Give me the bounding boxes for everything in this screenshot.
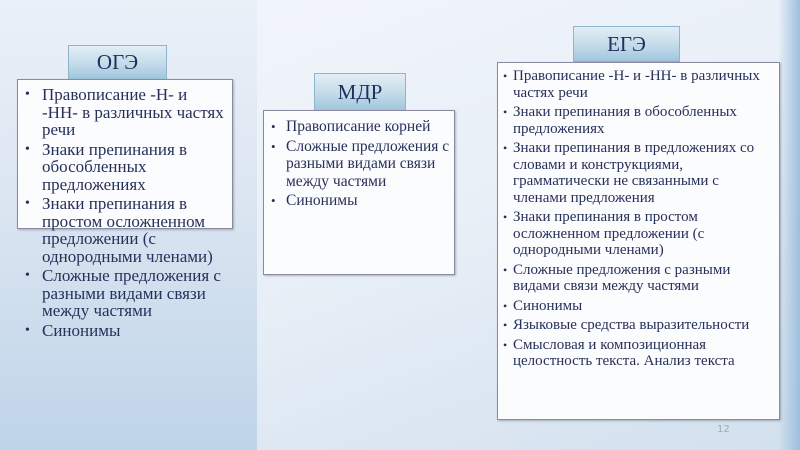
oge-header — [68, 45, 167, 80]
mdr-topic-list — [264, 111, 454, 210]
mdr-topic-list-box — [263, 110, 455, 275]
ege-header — [573, 26, 680, 62]
ege-title: ЕГЭ — [607, 31, 646, 56]
mdr-topic-item: • Сложные предложения с разными видами связи между частями — [286, 138, 450, 191]
ege-topic-item: • Правописание -Н- и -НН- в различных частях речи — [513, 68, 775, 101]
oge-topic-item: • Сложные предложения с разными видами связи между частями — [42, 267, 226, 320]
oge-title: ОГЭ — [96, 50, 139, 74]
slide-page-number: 12 — [717, 424, 730, 435]
ege-topic-item: • Сложные предложения с разными видами связи между частями — [513, 262, 775, 295]
oge-topic-item: • Правописание -Н- и -НН- в различных частях речи — [42, 86, 226, 139]
mdr-title: МДР — [337, 79, 383, 104]
background-right-edge — [778, 0, 800, 450]
mdr-topic-item: • Правописание корней — [286, 118, 450, 136]
mdr-topic-item: • Синонимы — [286, 192, 450, 210]
mdr-header — [314, 73, 406, 111]
oge-topic-item: • Синонимы — [42, 322, 226, 340]
ege-topic-list — [498, 63, 779, 370]
ege-topic-item: • Знаки препинания в простом осложненном предложении (с однородными членами) — [513, 209, 775, 259]
ege-topic-item: • Знаки препинания в предложениях со словами и конструкциями, грамматически не связанными с членами предложения — [513, 140, 775, 206]
oge-topic-list — [18, 80, 232, 339]
ege-topic-list-box — [497, 62, 780, 420]
oge-topic-item: • Знаки препинания в простом осложненном предложении (с однородными членами) — [42, 195, 226, 265]
ege-topic-item: • Языковые средства выразительности — [513, 317, 775, 334]
ege-topic-item: • Знаки препинания в обособленных предложениях — [513, 104, 775, 137]
ege-topic-item: • Синонимы — [513, 298, 775, 315]
oge-topic-item: • Знаки препинания в обособленных предложениях — [42, 141, 226, 194]
ege-topic-item: • Смысловая и композиционная целостность текста. Анализ текста — [513, 337, 775, 370]
oge-topic-list-box — [17, 79, 233, 340]
